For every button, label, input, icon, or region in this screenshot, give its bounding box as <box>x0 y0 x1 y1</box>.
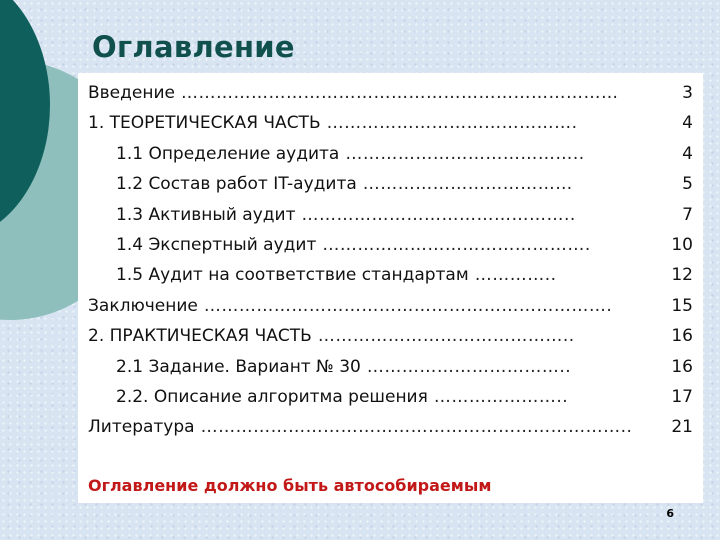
toc-entry-label: Литература <box>88 417 195 438</box>
toc-entry-leader: ………….. <box>474 265 557 286</box>
toc-entry-page: 15 <box>671 295 693 316</box>
content-panel <box>78 73 703 503</box>
toc-entry-label: 1. ТЕОРЕТИЧЕСКАЯ ЧАСТЬ <box>88 113 321 134</box>
toc-entry-leader: ………………….. <box>433 386 569 407</box>
toc-entry-label: 2. ПРАКТИЧЕСКАЯ ЧАСТЬ <box>88 326 312 347</box>
toc-entry-leader: ………………………………….. <box>345 143 585 164</box>
toc-entry-label: 2.2. Описание алгоритма решения <box>116 386 428 407</box>
toc-entry-page: 4 <box>682 113 693 134</box>
table-of-contents <box>88 83 693 448</box>
toc-entry <box>88 144 693 174</box>
requirement-note: Оглавление должно быть автособираемым <box>88 476 492 495</box>
toc-entry-label: 1.4 Экспертный аудит <box>116 234 317 255</box>
toc-entry-label: 1.3 Активный аудит <box>116 204 296 225</box>
toc-entry <box>88 357 693 387</box>
toc-entry <box>88 326 693 356</box>
toc-entry-leader: ……………………………… <box>362 174 573 195</box>
toc-entry-leader: ………………………………………………………………… <box>180 83 619 103</box>
toc-entry-page: 7 <box>682 204 693 225</box>
toc-entry-label: 1.1 Определение аудита <box>116 143 340 164</box>
toc-entry-label: 2.1 Задание. Вариант № 30 <box>116 356 361 377</box>
toc-entry <box>88 205 693 235</box>
toc-entry <box>88 417 693 447</box>
toc-entry-page: 12 <box>671 265 693 286</box>
toc-entry <box>88 296 693 326</box>
toc-entry-label: 1.2 Состав работ IT-аудита <box>116 174 357 195</box>
toc-entry-leader: …………………………….. <box>366 356 572 377</box>
toc-entry-page: 16 <box>671 356 693 377</box>
toc-entry-label: 1.5 Аудит на соответствие стандартам <box>116 265 469 286</box>
toc-entry <box>88 113 693 143</box>
toc-entry-leader: ……………………………………….. <box>301 204 576 225</box>
toc-entry-leader: ……………………………………………………………….. <box>200 417 633 438</box>
toc-entry-page: 3 <box>682 83 693 103</box>
toc-entry-leader: …………………………………….. <box>317 326 575 347</box>
toc-entry-page: 16 <box>671 326 693 347</box>
toc-entry-page: 21 <box>671 417 693 438</box>
toc-entry <box>88 265 693 295</box>
toc-entry-page: 4 <box>682 143 693 164</box>
toc-entry-page: 17 <box>671 386 693 407</box>
toc-entry <box>88 235 693 265</box>
toc-entry-label: Введение <box>88 83 175 103</box>
toc-entry-leader: ………………………………………. <box>322 234 591 255</box>
toc-entry-label: Заключение <box>88 295 198 316</box>
toc-entry-leader: ……………………………………………………………. <box>203 295 613 316</box>
toc-entry-leader: ……………………………………. <box>326 113 578 134</box>
toc-entry <box>88 387 693 417</box>
toc-entry-page: 5 <box>682 174 693 195</box>
slide-number: 6 <box>666 507 674 520</box>
slide-title: Оглавление <box>92 30 295 64</box>
toc-entry-page: 10 <box>671 234 693 255</box>
toc-entry <box>88 174 693 204</box>
toc-entry <box>88 83 693 113</box>
